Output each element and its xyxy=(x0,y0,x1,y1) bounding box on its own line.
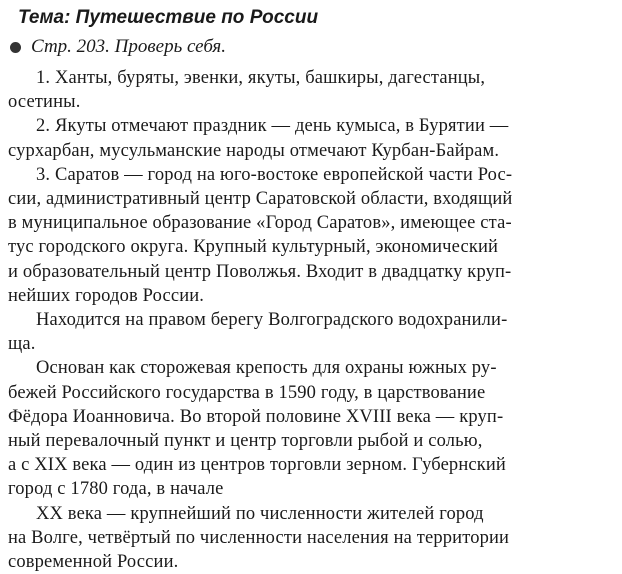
text-line: 3. Саратов — город на юго-востоке европейской части Рос- xyxy=(36,164,513,185)
text-line: ща. xyxy=(8,334,36,355)
section-heading xyxy=(8,36,612,58)
section-title: Стр. 203. Проверь себя. xyxy=(31,36,226,57)
text-line: Фёдора Иоанновича. Во второй половине XVIII века — круп- xyxy=(8,406,504,427)
text-line: город с 1780 года, в начале xyxy=(8,479,224,500)
bullet-icon xyxy=(10,42,21,53)
text-line: Основан как сторожевая крепость для охраны южных ру- xyxy=(36,358,497,379)
text-line: 1. Ханты, буряты, эвенки, якуты, башкиры, дагестанцы, xyxy=(36,68,486,88)
text-line: сии, административный центр Саратовской области, входящий xyxy=(8,189,513,210)
text-line: бежей Российского государства в 1590 году, в царствование xyxy=(8,382,486,403)
paragraph-2 xyxy=(8,114,612,162)
text-line: осетины. xyxy=(8,92,81,113)
text-line: а с XIX века — один из центров торговли зерном. Губернский xyxy=(8,455,506,476)
text-line: и образовательный центр Поволжья. Входит в двадцатку круп- xyxy=(8,261,512,282)
answer-body xyxy=(8,66,612,574)
text-line: XX века — крупнейший по численности жителей город xyxy=(36,503,484,524)
text-line: современной России. xyxy=(8,552,179,573)
paragraph-1 xyxy=(8,66,612,114)
text-line: сурхарбан, мусульманские народы отмечают Курбан-Байрам. xyxy=(8,140,500,161)
text-line: нейших городов России. xyxy=(8,285,205,306)
paragraph-5 xyxy=(8,356,612,501)
paragraph-4 xyxy=(8,308,612,356)
text-line: тус городского округа. Крупный культурный, экономический xyxy=(8,237,499,258)
paragraph-6 xyxy=(8,502,612,574)
text-line: в муниципальное образование «Город Саратов», имеющее ста- xyxy=(8,213,512,234)
paragraph-3 xyxy=(8,163,612,308)
text-line: Находится на правом берегу Волгоградского водохранили- xyxy=(36,310,508,331)
text-line: на Волге, четвёртый по численности населения на территории xyxy=(8,527,510,548)
text-line: 2. Якуты отмечают праздник — день кумыса, в Бурятии — xyxy=(36,116,509,137)
topic-heading: Тема: Путешествие по России xyxy=(18,7,319,28)
text-line: ный перевалочный пункт и центр торговли рыбой и солью, xyxy=(8,431,483,452)
